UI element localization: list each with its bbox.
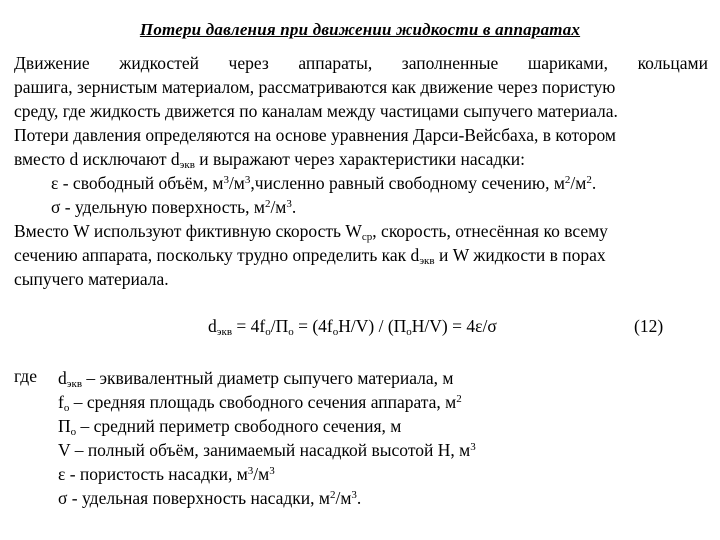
page-title: Потери давления при движении жидкости в аппаратах [139,20,581,39]
definition-item [58,462,476,486]
epsilon-definition [14,171,708,195]
text: и выражают через характеристики насадки: [194,149,526,169]
subscript: о [406,326,412,338]
text: f [58,392,64,412]
superscript: 3 [470,441,476,453]
subscript: о [265,326,271,338]
velocity-line-2 [14,243,708,267]
text: = 4f [232,316,266,336]
intro-line-1 [14,51,708,75]
text: /м [270,197,287,217]
text: вместо d исключают d [14,149,180,169]
definition-item [58,366,476,390]
word: Движение [14,53,90,73]
text: = (4f [293,316,333,336]
text: П [58,416,71,436]
superscript: 3 [244,174,251,186]
text: d [58,368,67,388]
subscript: экв [66,378,83,390]
text: /П [270,316,289,336]
superscript: 3 [247,465,254,477]
text: V – полный объём, занимаемый насадкой высотой H, м [58,440,471,460]
subscript: о [332,326,339,338]
text: ε - пористость насадки, м [58,464,248,484]
definition-item [58,390,476,414]
superscript: 3 [351,489,357,501]
text: сечению аппарата, поскольку трудно определить как d [14,245,420,265]
text: . [356,488,362,508]
text: – средняя площадь свободного сечения аппарата, м [69,392,457,412]
subscript: о [288,326,294,338]
superscript: 2 [564,174,571,186]
text: /м [570,173,587,193]
text: σ - удельная поверхность насадки, м [58,488,330,508]
definition-item [58,438,476,462]
text: H/V) / (П [338,316,407,336]
word: шариками, [527,53,608,73]
superscript: 2 [329,489,336,501]
definition-item [58,414,476,438]
text: /м [253,464,270,484]
sigma-definition [14,195,708,219]
subscript: о [63,402,70,414]
text: ε - свободный объём, м [51,173,224,193]
text: σ - удельную поверхность, м [51,197,265,217]
text: H/V) = 4ε/σ [411,316,497,336]
where-label: где [14,366,37,386]
superscript: 3 [269,465,275,477]
superscript: 2 [456,393,462,405]
text: ,численно равный свободному сечению, м [250,173,565,193]
text: . [591,173,597,193]
word: через [228,53,269,73]
intro-paragraph [14,51,708,291]
word: жидкостей [119,53,199,73]
intro-line-2: рашига, зернистым материалом, рассматриваются как движение через пористую [14,77,616,97]
word: аппараты, [298,53,373,73]
text: – эквивалентный диаметр сыпучего материала, м [82,368,454,388]
subscript: экв [419,255,435,267]
subscript: экв [216,326,233,338]
definitions-list [58,366,476,510]
definition-item [58,486,476,510]
equation [208,316,497,337]
superscript: 2 [264,198,271,210]
superscript: 2 [586,174,592,186]
equation-number: (12) [634,316,664,336]
intro-line-5 [14,147,708,171]
superscript: 3 [286,198,292,210]
word: кольцами [637,53,708,73]
text: . [291,197,297,217]
text: Вместо W используют фиктивную скорость W [14,221,362,241]
text: d [208,316,217,336]
intro-line-4: Потери давления определяются на основе уравнения Дарси-Вейсбаха, в котором [14,125,616,145]
superscript: 3 [223,174,229,186]
text: – средний периметр свободного сечения, м [76,416,402,436]
velocity-line-1 [14,219,708,243]
intro-line-3: среду, где жидкость движется по каналам между частицами сыпучего материала. [14,101,618,121]
velocity-line-3: сыпучего материала. [14,269,169,289]
subscript: о [70,426,77,438]
word: заполненные [401,53,499,73]
text: /м [228,173,245,193]
subscript: ср [361,231,373,243]
text: /м [335,488,352,508]
text: и W жидкости в порах [434,245,606,265]
text: , скорость, отнесённая ко всему [372,221,608,241]
subscript: экв [179,159,195,171]
